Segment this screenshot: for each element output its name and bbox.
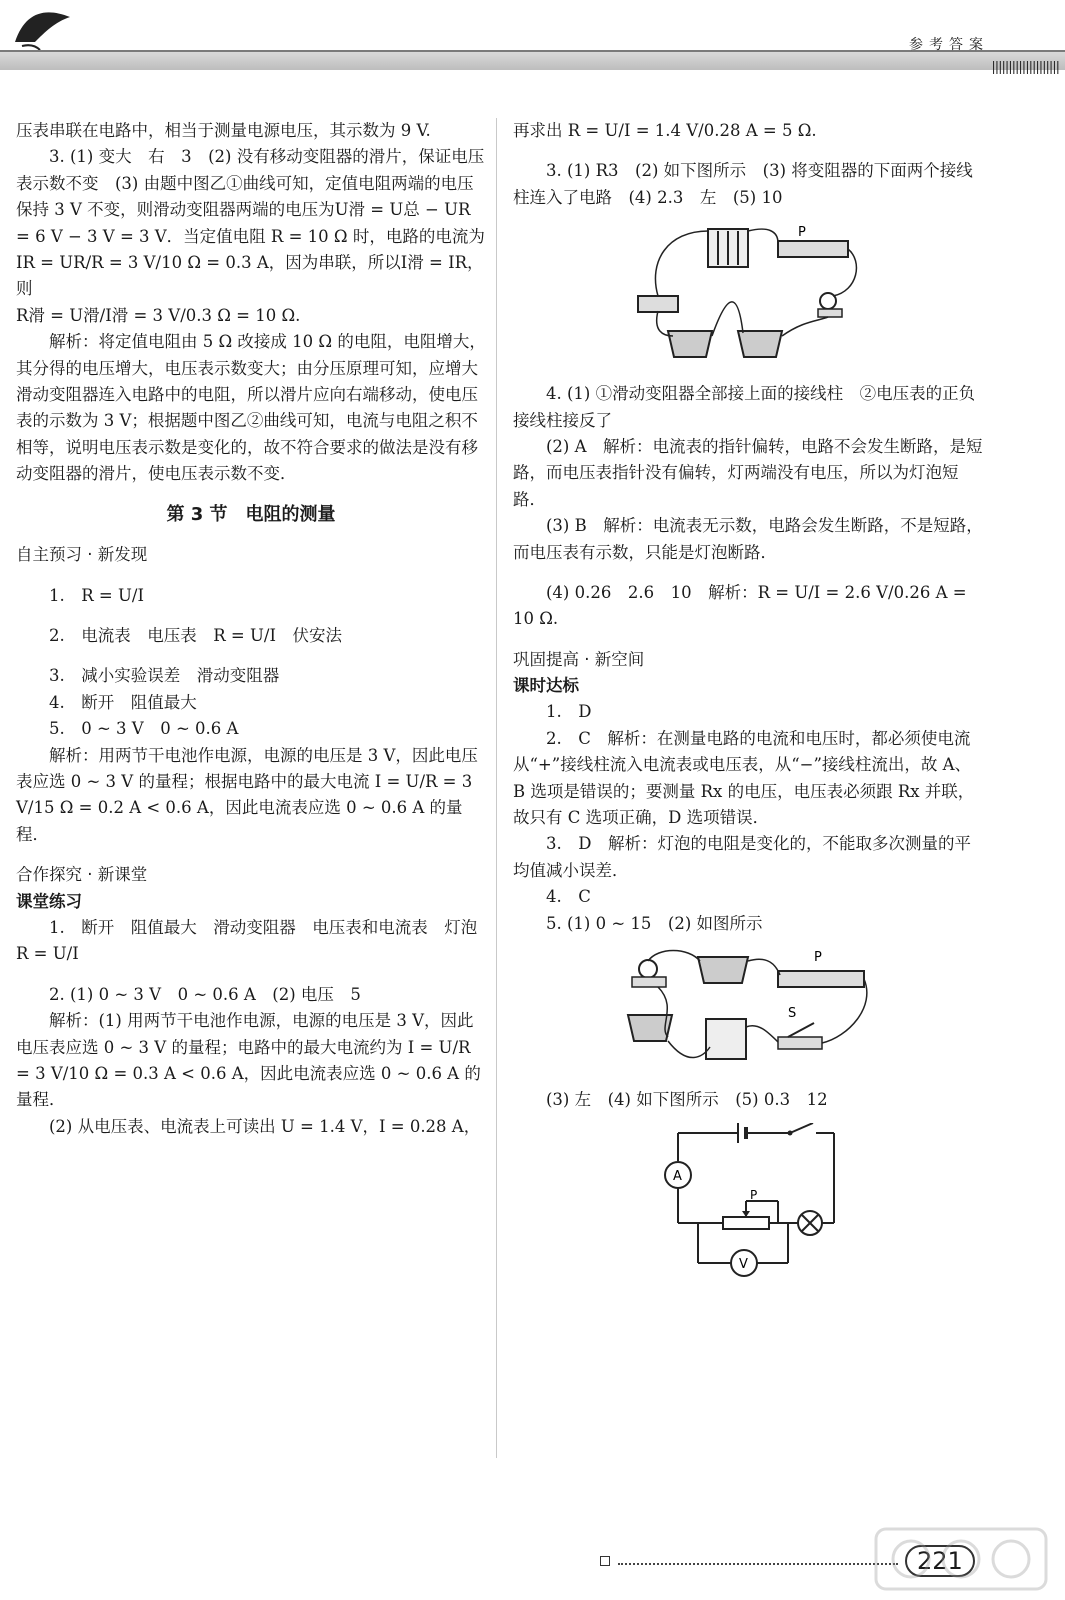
subsection-heading: 合作探究 · 新课堂 (16, 865, 148, 885)
switch-label: S (788, 1005, 797, 1021)
answer-item: 3. (1) R3 (2) 如下图所示 (3) 将变阻器的下面两个接线柱连入了电路 (4) 2.3 左 (5) 10 (513, 161, 973, 207)
page-number: 221 (905, 1545, 975, 1577)
left-column (16, 118, 494, 1140)
answer-item: 3. 减小实验误差 滑动变阻器 (49, 666, 280, 686)
answer-item: 5. 0 ~ 3 V 0 ~ 0.6 A (49, 719, 239, 739)
slider-label: P (750, 1188, 758, 1203)
footer-square-icon (600, 1556, 610, 1566)
section-title: 第 3 节 电阻的测量 (166, 504, 336, 526)
answer-item: 1. 断开 阻值最大 滑动变阻器 电压表和电流表 灯泡 R = U/I (16, 917, 494, 964)
right-column (513, 118, 983, 1293)
answer-item: 1. D (546, 702, 592, 722)
watermark-logo-icon (871, 1524, 1051, 1594)
answer-item: (3) B 解析：电流表无示数，电路会发生断路，不是短路，而电压表有示数，只能是灯泡断路． (513, 516, 983, 562)
answer-item: (3) 左 (4) 如下图所示 (5) 0.3 12 (546, 1089, 828, 1109)
answer-item: (2) A 解析：电流表的指针偏转，电路不会发生断路，是短路，而电压表指针没有偏转，灯两端没有电压，所以为灯泡短路． (513, 436, 983, 509)
answer-item: 2. (1) 0 ~ 3 V 0 ~ 0.6 A (2) 电压 5 (49, 984, 361, 1004)
formula-line: R滑 = U滑/I滑 = 3 V/0.3 Ω = 10 Ω. (16, 305, 301, 325)
circuit-diagram (638, 1123, 858, 1283)
answer-item: 4. C (546, 887, 591, 907)
circuit-figure-1 (628, 221, 868, 371)
leaf-logo-icon (10, 2, 80, 52)
header-title: 参考答案 (909, 37, 989, 53)
page-header (0, 0, 1065, 80)
subsection-heading-bold: 课时达标 (513, 676, 579, 696)
footer-dotted-rule (618, 1563, 898, 1565)
answer-item: 2. C 解析：在测量电路的电流和电压时，都必须使电流从“+”接线柱流入电流表或电压表，从“−”接线柱流出，故 A、B 选项是错误的；要测量 Rx 的电压，电压表必须跟 Rx 并联，故只有 C 选项正确，D 选项错误． (513, 728, 975, 828)
subsection-heading: 自主预习 · 新发现 (16, 545, 148, 565)
column-divider (496, 118, 497, 1458)
formula-line: 再求出 R = U/I = 1.4 V/0.28 A = 5 Ω. (513, 121, 817, 140)
answer-item: 4. 断开 阻值最大 (49, 692, 197, 712)
paragraph: 压表串联在电路中，相当于测量电源电压，其示数为 9 V. (16, 121, 431, 140)
analysis-paragraph: 解析：用两节干电池作电源，电源的电压是 3 V，因此电压表应选 0 ~ 3 V 的量程；根据电路中的最大电流 I = U/R = 3 V/15 Ω = 0.2 A < 0.6 A，因此电流表应选 0 ~ 0.6 A 的量程． (16, 745, 478, 844)
circuit-figure-2 (618, 947, 878, 1077)
paragraph: 3. (1) 变大 右 3 (2) 没有移动变阻器的滑片，保证电压表示数不变 (3) 由题中图乙①曲线可知，定值电阻两端的电压保持 3 V 不变，则滑动变阻器两端的电压为U滑 = U总 − UR = 6 V − 3 V = 3 V．当定值电阻 R = 10 Ω 时，电路的电流为IR = UR/R = 3 V/10 Ω = 0.3 A，因为串联，所以I滑 = IR，则 (16, 147, 485, 299)
subsection-heading-bold: 课堂练习 (16, 891, 82, 911)
answer-item: 3. D 解析：灯泡的电阻是变化的，不能取多次测量的平均值减小误差． (513, 834, 971, 880)
answer-item: 4. (1) ①滑动变阻器全部接上面的接线柱 ②电压表的正负接线柱接反了 (513, 384, 976, 430)
slider-label: P (814, 949, 822, 965)
header-ticks-decoration: |||||||||||||||||||| (991, 60, 1059, 75)
analysis-paragraph: 解析：(1) 用两节干电池作电源，电源的电压是 3 V，因此电压表应选 0 ~ 3 V 的量程；电路中的最大电流约为 I = U/R = 3 V/10 Ω = 0.3 A < 0.6 A，因此电流表应选 0 ~ 0.6 A 的量程． (16, 1011, 481, 1110)
answer-item: 2. 电流表 电压表 R = U/I 伏安法 (49, 626, 342, 646)
subsection-heading: 巩固提高 · 新空间 (513, 649, 645, 669)
slider-label: P (798, 225, 806, 241)
answer-item: 5. (1) 0 ~ 15 (2) 如图所示 (546, 913, 763, 933)
voltmeter-label: V (739, 1257, 748, 1273)
ammeter-label: A (673, 1169, 682, 1185)
analysis-paragraph: 解析：将定值电阻由 5 Ω 改接成 10 Ω 的电阻，电阻增大，其分得的电压增大，电压表示数变大；由分压原理可知，应增大滑动变阻器连入电路中的电阻，所以滑片应向右端移动，使电压表的示数为 3 V；根据题中图乙②曲线可知，电流与电阻之积不相等，说明电压表示数是变化的，故不符合要求的做法是没有移动变阻器的滑片，使电压表示数不变． (16, 332, 486, 484)
paragraph: (2) 从电压表、电流表上可读出 U = 1.4 V，I = 0.28 A， (49, 1116, 481, 1136)
header-band (0, 52, 1065, 70)
answer-item: (4) 0.26 2.6 10 解析：R = U/I = 2.6 V/0.26 A = 10 Ω. (513, 582, 967, 629)
answer-item: 1. R = U/I (49, 585, 144, 605)
